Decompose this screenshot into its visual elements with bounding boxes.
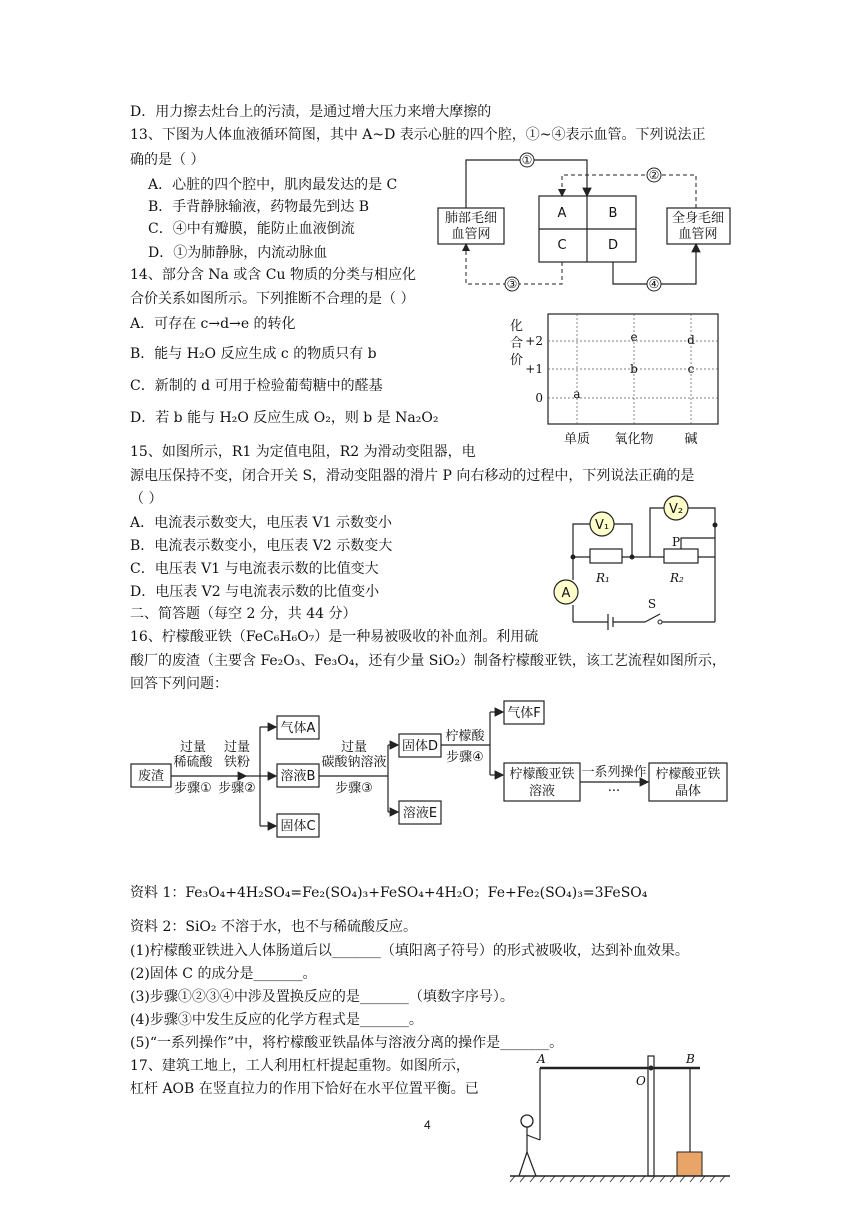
question-14-stem: 14、部分含 Na 或含 Cu 物质的分类与相应化 — [130, 267, 416, 283]
iron-2: 铁粉 — [223, 755, 251, 770]
chamber-b: B — [608, 206, 618, 221]
xtick-base: 碱 — [684, 432, 698, 447]
q14-option-c: C．新制的 d 可用于检验葡萄糖中的醛基 — [130, 378, 383, 394]
ops-label: 一系列操作 — [581, 765, 647, 780]
vessel-2-label: ② — [648, 168, 660, 182]
crystal-line-1: 柠檬酸亚铁 — [655, 767, 721, 782]
point-c: c — [687, 362, 695, 376]
xtick-oxide: 氧化物 — [614, 432, 654, 447]
q15-option-b: B．电流表示数变小，电压表 V2 示数变大 — [130, 538, 393, 554]
body-label-2: 血管网 — [678, 227, 718, 242]
q16-part-5: (5)“一系列操作”中，将柠檬酸亚铁晶体与溶液分离的操作是_______。 — [130, 1035, 564, 1051]
point-e: e — [630, 330, 638, 344]
q16-part-2: (2)固体 C 的成分是_______。 — [130, 966, 317, 982]
solution-b-text: 溶液B — [280, 769, 316, 784]
question-16-stem: 16、柠檬酸亚铁（FeC₆H₆O₇）是一种易被吸收的补血剂。利用硫 — [130, 629, 539, 645]
v1-label: V₁ — [594, 518, 610, 533]
iron-1: 过量 — [223, 740, 251, 755]
question-13-stem-2: 确的是（ ） — [130, 152, 205, 168]
ammeter-label: A — [561, 586, 571, 601]
citric-label: 柠檬酸 — [445, 729, 485, 744]
question-14-stem-2: 合价关系如图所示。下列推断不合理的是（ ） — [130, 291, 415, 307]
lever-label-b: B — [686, 1052, 695, 1066]
q13-option-d: D．①为肺静脉，内流动脉血 — [148, 245, 328, 261]
valence-ylabel-3: 价 — [510, 353, 524, 368]
acid-2: 稀硫酸 — [173, 755, 213, 770]
valence-ylabel-1: 化 — [510, 319, 524, 334]
q14-option-a: A．可存在 c→d→e 的转化 — [130, 316, 296, 332]
q14-option-d: D．若 b 能与 H₂O 反应生成 O₂，则 b 是 Na₂O₂ — [130, 410, 439, 426]
process-flowchart — [131, 701, 727, 837]
solution-line-2: 溶液 — [528, 784, 556, 799]
v2-label: V₂ — [668, 502, 684, 517]
heart-circulation-diagram — [438, 153, 730, 291]
point-d: d — [687, 333, 695, 347]
question-15-stem: 15、如图所示，R1 为定值电阻，R2 为滑动变阻器，电 — [130, 444, 476, 460]
chamber-c: C — [557, 238, 567, 253]
question-15-stem-2: 源电压保持不变，闭合开关 S，滑动变阻器的滑片 P 向右移动的过程中，下列说法正确的是 — [130, 468, 695, 484]
r1-label: R₁ — [596, 571, 610, 585]
step3-label: 步骤③ — [335, 781, 373, 796]
q15-option-c: C．电压表 V1 与电流表示数的比值变大 — [130, 561, 379, 577]
solid-d-text: 固体D — [401, 739, 439, 754]
solution-line-1: 柠檬酸亚铁 — [509, 767, 575, 782]
question-16-stem-3: 回答下列问题： — [130, 676, 228, 692]
resistor-r1 — [590, 549, 622, 563]
lever-label-a: A — [537, 1052, 546, 1066]
crystal-line-2: 晶体 — [674, 784, 702, 799]
vessel-1-label: ① — [521, 153, 533, 167]
lever-post — [648, 1056, 654, 1176]
question-17-stem-2: 杠杆 AOB 在竖直拉力的作用下恰好在水平位置平衡。已 — [130, 1081, 479, 1097]
slider-p-label: P — [672, 535, 681, 549]
weight-block — [677, 1152, 702, 1176]
waste-text: 废渣 — [137, 769, 165, 784]
section-two-heading: 二、简答题（每空 2 分，共 44 分） — [130, 606, 357, 622]
q13-option-c: C．④中有瓣膜，能防止血液倒流 — [148, 221, 355, 237]
ytick-zero: 0 — [535, 391, 543, 405]
q14-option-b: B．能与 H₂O 反应生成 c 的物质只有 b — [130, 346, 377, 362]
vessel-4-label: ④ — [648, 277, 660, 291]
solid-c-text: 固体C — [280, 819, 316, 834]
ops-dots: ··· — [607, 784, 621, 799]
xtick-element: 单质 — [563, 432, 591, 447]
body-label-1: 全身毛细 — [671, 211, 725, 226]
valence-ylabel-2: 合 — [510, 336, 524, 351]
lever-diagram — [510, 1052, 730, 1182]
chamber-a: A — [557, 206, 567, 221]
q15-option-a: A．电流表示数变大，电压表 V1 示数变小 — [130, 515, 393, 531]
reference-1: 资料 1：Fe₃O₄+4H₂SO₄=Fe₂(SO₄)₃+FeSO₄+4H₂O；Fe+Fe₂(SO₄)₃=3FeSO₄ — [130, 885, 648, 901]
chamber-d: D — [607, 238, 619, 253]
q16-part-3: (3)步骤①②③④中涉及置换反应的是_______（填数字序号）。 — [130, 989, 514, 1005]
step2-label: 步骤② — [218, 781, 256, 796]
acid-1: 过量 — [179, 740, 207, 755]
ytick-plus1: +1 — [525, 362, 543, 376]
reference-2: 资料 2：SiO₂ 不溶于水，也不与稀硫酸反应。 — [130, 919, 417, 935]
q16-part-4: (4)步骤③中发生反应的化学方程式是_______。 — [130, 1012, 423, 1028]
question-17-stem: 17、建筑工地上，工人利用杠杆提起重物。如图所示， — [130, 1058, 470, 1074]
point-a: a — [573, 387, 581, 401]
lung-label-1: 肺部毛细 — [444, 211, 498, 226]
ytick-plus2: +2 — [525, 334, 543, 348]
q15-option-d: D．电压表 V2 与电流表示数的比值变小 — [130, 584, 380, 600]
circuit-diagram — [554, 496, 718, 630]
gas-a-text: 气体A — [280, 721, 316, 736]
carb-2: 碳酸钠溶液 — [321, 755, 387, 770]
q13-option-a: A．心脏的四个腔中，肌肉最发达的是 C — [148, 177, 398, 193]
valence-chart — [510, 314, 718, 447]
page-number: 4 — [424, 1118, 431, 1132]
point-b: b — [630, 362, 638, 376]
lung-label-2: 血管网 — [451, 227, 491, 242]
step4-label: 步骤④ — [446, 750, 484, 765]
carb-1: 过量 — [340, 740, 368, 755]
q13-option-b: B．手背静脉输液，药物最先到达 B — [148, 199, 370, 215]
solution-e-text: 溶液E — [402, 806, 438, 821]
vessel-3-label: ③ — [506, 277, 518, 291]
r2-label: R₂ — [670, 571, 684, 585]
option-d-q12: D．用力擦去灶台上的污渍，是通过增大压力来增大摩擦的 — [130, 104, 492, 120]
resistor-r2 — [664, 549, 698, 563]
step1-label: 步骤① — [174, 781, 212, 796]
question-13-stem: 13、下图为人体血液循环简图，其中 A~D 表示心脏的四个腔，①~④表示血管。下列说法正 — [130, 127, 706, 143]
lever-label-o: O — [636, 1074, 646, 1088]
question-15-stem-3: （ ） — [130, 491, 163, 507]
q16-part-1: (1)柠檬酸亚铁进入人体肠道后以_______（填阳离子符号）的形式被吸收，达到补血效果。 — [130, 943, 689, 959]
question-16-stem-2: 酸厂的废渣（主要含 Fe₂O₃、Fe₃O₄，还有少量 SiO₂）制备柠檬酸亚铁，该工艺流程如图所示， — [130, 653, 726, 669]
gas-f-text: 气体F — [507, 706, 541, 721]
switch-label: S — [647, 597, 657, 611]
